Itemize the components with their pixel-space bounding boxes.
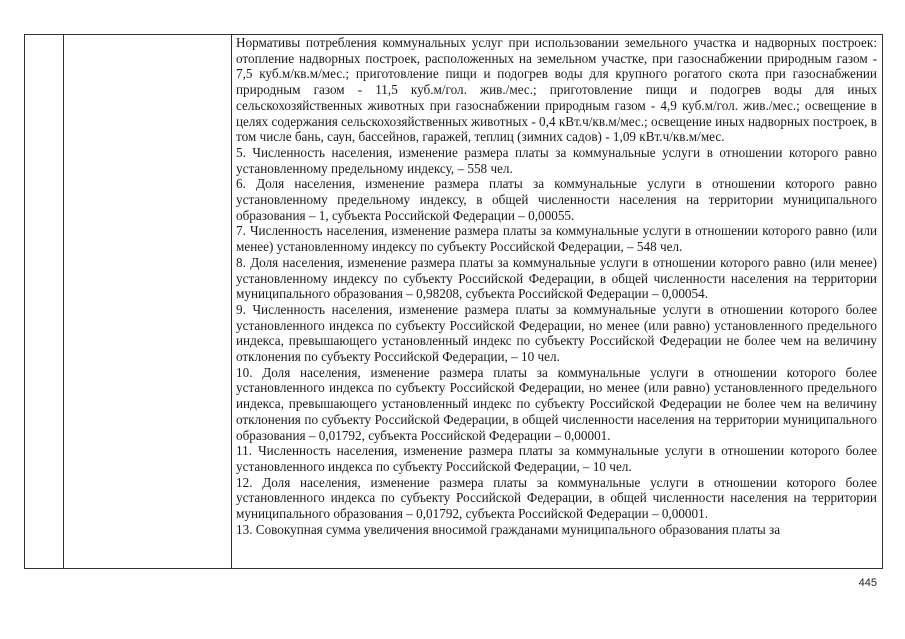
paragraph-12: 12. Доля населения, изменение размера платы за коммунальные услуги в отношении которого более установленного индекса по субъекту Российской Федерации, в общей численности населения на территории муниципального образования – 0,01792, субъекта Российской Федерации – 0,00001. [236, 474, 877, 522]
paragraph-7: 7. Численность населения, изменение размера платы за коммунальные услуги в отношении которого равно (или менее) установленному индексу по субъекту Российской Федерации, – 548 чел. [236, 223, 877, 255]
page-number: 445 [858, 577, 877, 589]
cell-text [232, 35, 882, 538]
table-row [25, 35, 883, 569]
table-cell-number [25, 35, 64, 569]
paragraph-5: 5. Численность населения, изменение размера платы за коммунальные услуги в отношении которого равно установленному предельному индексу, – 558 чел. [236, 144, 877, 176]
paragraph-6: 6. Доля населения, изменение размера платы за коммунальные услуги в отношении которого равно установленному предельному индексу, в общей численности населения на территории муниципального образования – 1, субъекта Российской Федерации – 0,00055. [236, 176, 877, 223]
table-cell-name [64, 35, 232, 569]
document-table [24, 34, 883, 569]
table-cell-content [232, 35, 883, 569]
paragraph-norms: Нормативы потребления коммунальных услуг при использовании земельного участка и надворных построек: отопление надворных построек, расположенных на земельном участке, при газоснабжении природным газом - 7,5 куб.м/кв.м/мес.; приготовление пищи и подогрев воды для крупного рогатого скота при газоснабжении природным газом - 11,5 куб.м/гол. жив./мес.; приготовление пищи и подогрев воды для иных сельскохозяйственных животных при газоснабжении природным газом - 4,9 куб.м/гол. жив./мес.; освещение в целях содержания сельскохозяйственных животных - 0,4 кВт.ч/кв.м/мес.; освещение иных надворных построек, в том числе бань, саун, бассейнов, гаражей, теплиц (зимних садов) - 1,09 кВт.ч/кв.м/мес. [236, 35, 877, 145]
paragraph-10: 10. Доля населения, изменение размера платы за коммунальные услуги в отношении которого более установленного индекса по субъекту Российской Федерации, но менее (или равно) установленного предельного индекса, превышающего установленный индекс по субъекту Российской Федерации не более чем на величину отклонения по субъекту Российской Федерации, в общей численности населения на территории муниципального образования – 0,01792, субъекта Российской Федерации – 0,00001. [236, 364, 877, 443]
paragraph-13: 13. Совокупная сумма увеличения вносимой гражданами муниципального образования платы за [236, 521, 781, 537]
paragraph-8: 8. Доля населения, изменение размера платы за коммунальные услуги в отношении которого равно (или менее) установленному индексу по субъекту Российской Федерации, в общей численности населения на территории муниципального образования – 0,98208, субъекта Российской Федерации – 0,00054. [236, 254, 877, 302]
paragraph-11: 11. Численность населения, изменение размера платы за коммунальные услуги в отношении которого более установленного индекса по субъекту Российской Федерации, – 10 чел. [236, 443, 877, 474]
paragraph-9: 9. Численность населения, изменение размера платы за коммунальные услуги в отношении которого более установленного индекса по субъекту Российской Федерации, но менее (или равно) установленного предельного индекса, превышающего установленный индекс по субъекту Российской Федерации не более чем на величину отклонения по субъекту Российской Федерации, – 10 чел. [236, 301, 877, 365]
